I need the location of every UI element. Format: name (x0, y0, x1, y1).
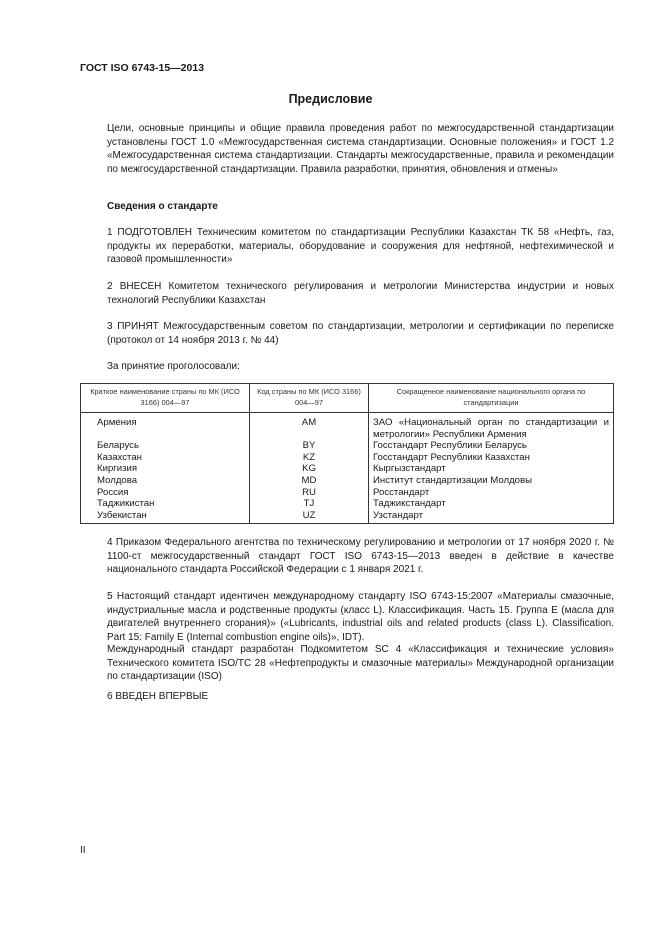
organ-cell: Росстандарт (369, 487, 614, 499)
item-2-text: 2 ВНЕСЕН Комитетом технического регулирования и метрологии Министерства индустрии и новых технологий Республики Казахстан (107, 281, 614, 306)
code-cell: KG (250, 463, 369, 475)
section-subtitle: Сведения о стандарте (107, 201, 218, 212)
item-5-note-paragraph (80, 643, 614, 684)
item-2-paragraph (80, 280, 614, 307)
document-code-header: ГОСТ ISO 6743-15—2013 (80, 62, 205, 74)
voting-table (80, 383, 614, 524)
organ-cell: Госстандарт Республики Казахстан (369, 452, 614, 464)
table-row (81, 463, 614, 475)
organ-cell: Таджикстандарт (369, 498, 614, 510)
table-header-code: Код страны по МК (ИСО 3166) 004—97 (250, 384, 369, 413)
country-cell: Киргизия (81, 463, 250, 475)
item-6-text: 6 ВВЕДЕН ВПЕРВЫЕ (107, 691, 209, 702)
country-cell: Казахстан (81, 452, 250, 464)
item-3-text: 3 ПРИНЯТ Межгосударственным советом по стандартизации, метрологии и сертификации по переписке (протокол от 14 ноября 2013 г. № 44) (107, 321, 614, 346)
country-cell: Узбекистан (81, 510, 250, 524)
voted-label: За принятие проголосовали: (107, 361, 240, 372)
item-4-text: 4 Приказом Федерального агентства по техническому регулированию и метрологии от 17 ноября 2020 г. № 1100-ст межгосударственный стандарт ГОСТ ISO 6743-15—2013 введен в действие в качестве национального стандарта Российской Федерации с 1 января 2021 г. (107, 537, 614, 576)
code-cell: TJ (250, 498, 369, 510)
table-row (81, 510, 614, 524)
code-cell: AM (250, 413, 369, 441)
table-header-organ: Сокращенное наименование национального органа по стандартизации (369, 384, 614, 413)
page-number: II (80, 845, 86, 856)
item-1-text: 1 ПОДГОТОВЛЕН Техническим комитетом по стандартизации Республики Казахстан ТК 58 «Нефть, газ, продукты их переработки, материалы, оборудование и сооружения для нефтяной, нефтехимической и газовой промышленности» (107, 227, 614, 266)
item-5-text: 5 Настоящий стандарт идентичен международному стандарту ISO 6743-15:2007 «Материалы смазочные, индустриальные масла и родственные продукты (класс L). Классификация. Часть 15. Группа E (масла для двигателей внутреннего сгорания)» («Lubricants, industrial oils and related products (class L). Classification. Part 15: Family E (Internal combustion engine oils)», IDT). (107, 591, 614, 643)
country-cell: Таджикистан (81, 498, 250, 510)
country-cell: Молдова (81, 475, 250, 487)
code-cell: RU (250, 487, 369, 499)
organ-cell: Узстандарт (369, 510, 614, 524)
table-row (81, 440, 614, 452)
organ-cell: Кыргызстандарт (369, 463, 614, 475)
item-1-paragraph (80, 226, 614, 267)
country-cell: Армения (81, 413, 250, 441)
table-row (81, 475, 614, 487)
table-header-country: Краткое наименование страны по МК (ИСО 3166) 004—97 (81, 384, 250, 413)
code-cell: BY (250, 440, 369, 452)
country-cell: Беларусь (81, 440, 250, 452)
table-row (81, 413, 614, 441)
table-row (81, 452, 614, 464)
country-cell: Россия (81, 487, 250, 499)
intro-text: Цели, основные принципы и общие правила проведения работ по межгосударственной стандартизации установлены ГОСТ 1.0 «Межгосударственная система стандартизации. Основные положения» и ГОСТ 1.2 «Межгосударственная система стандартизации. Стандарты межгосударственные, правила и рекомендации по межгосударственной стандартизации. Правила разработки, принятия, обновления и отмены» (107, 123, 614, 175)
code-cell: UZ (250, 510, 369, 524)
item-4-paragraph (80, 536, 614, 577)
table-row (81, 498, 614, 510)
organ-cell: ЗАО «Национальный орган по стандартизации и метрологии» Республики Армения (369, 413, 614, 441)
item-5-paragraph (80, 590, 614, 644)
organ-cell: Институт стандартизации Молдовы (369, 475, 614, 487)
table-header-row (81, 384, 614, 413)
code-cell: KZ (250, 452, 369, 464)
organ-cell: Госстандарт Республики Беларусь (369, 440, 614, 452)
page-title: Предисловие (288, 92, 373, 106)
item-3-paragraph (80, 320, 614, 347)
intro-paragraph (80, 122, 614, 176)
item-5-note-text: Международный стандарт разработан Подкомитетом SC 4 «Классификация и технические условия» Технического комитета ISO/TC 28 «Нефтепродукты и смазочные материалы» Международной организации по стандартизации (ISO) (107, 644, 614, 683)
code-cell: MD (250, 475, 369, 487)
table-row (81, 487, 614, 499)
